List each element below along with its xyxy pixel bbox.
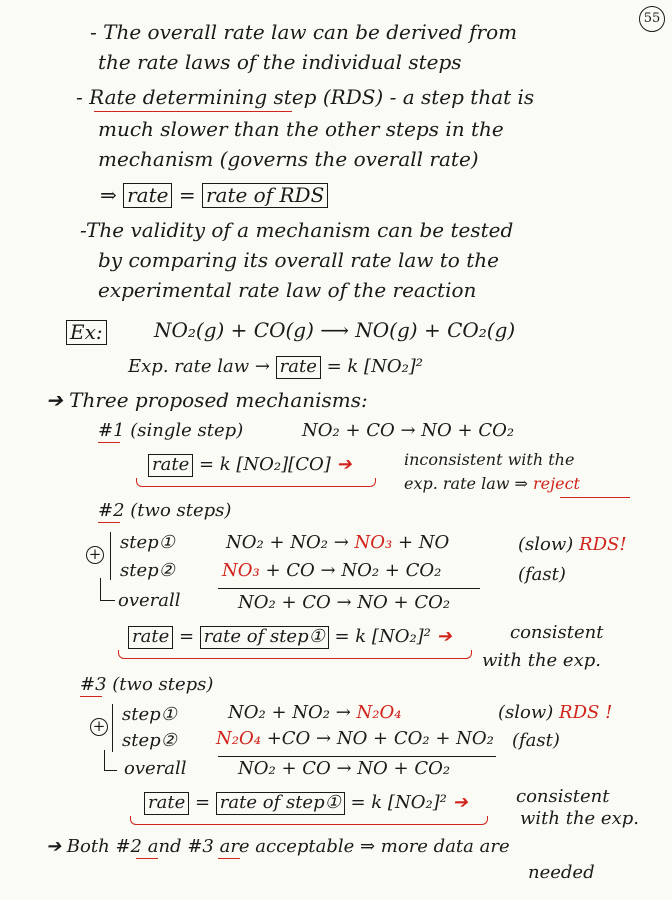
mechanism-2-plus-symbol: + xyxy=(86,546,104,564)
mechanism-2-overall-reaction: NO₂ + CO → NO + CO₂ xyxy=(238,592,451,613)
mechanism-1-verdict-line-1: inconsistent with the xyxy=(404,450,575,469)
conclusion-underline-3 xyxy=(218,858,240,859)
mechanism-2-step-1-label: step① xyxy=(120,532,175,553)
mechanism-3-bracket xyxy=(130,816,488,825)
mechanism-1-reaction: NO₂ + CO → NO + CO₂ xyxy=(302,420,515,441)
conclusion-mechanism-2: #2 xyxy=(115,836,142,857)
bullet-overall-rate-law-line-2: the rate laws of the individual steps xyxy=(98,50,462,74)
implies-symbol: ⇒ xyxy=(100,183,117,207)
bullet-validity-line-1: -The validity of a mechanism can be tested xyxy=(80,218,514,242)
mechanism-2-sum-line xyxy=(218,588,480,589)
mechanism-3-sum-line xyxy=(218,756,496,757)
mechanism-2-overall-elbow xyxy=(100,578,115,601)
mechanism-3-arrow: ➔ xyxy=(452,792,468,813)
mechanism-2-heading: #2 (two steps) xyxy=(98,500,232,521)
experimental-rate-law: Exp. rate law → rate = k [NO₂]² xyxy=(128,356,424,377)
mechanism-2-step-2-note: (fast) xyxy=(518,564,566,585)
mechanism-2-step-1-note: (slow) RDS! xyxy=(518,534,627,555)
example-label: Ex: xyxy=(66,320,107,345)
mechanism-3-step-bar xyxy=(112,704,113,752)
rate-box: rate xyxy=(123,183,172,208)
mechanism-3-heading: #3 (two steps) xyxy=(80,674,214,695)
bullet-overall-rate-law-line-1: - The overall rate law can be derived from xyxy=(90,20,518,44)
bullet-rds-line-2: much slower than the other steps in the xyxy=(98,117,504,141)
example-reaction: NO₂(g) + CO(g) ⟶ NO(g) + CO₂(g) xyxy=(154,318,516,342)
mechanism-1-verdict-line-2: exp. rate law ⇒ reject xyxy=(404,474,580,493)
page-number: 55 xyxy=(639,6,665,32)
conclusion-line-2: needed xyxy=(528,862,595,883)
bullet-validity-line-3: experimental rate law of the reaction xyxy=(98,278,477,302)
bullet-rds-line-1: - Rate determining step (RDS) - a step that is xyxy=(76,85,535,109)
mechanism-2-step-1-reaction: NO₂ + NO₂ → NO₃ + NO xyxy=(226,532,450,553)
equals-sign: = xyxy=(178,183,196,207)
mechanism-1-rate-box: rate xyxy=(148,454,193,477)
mechanism-3-rds-label: RDS ! xyxy=(559,702,613,723)
conclusion-mechanism-3: #3 xyxy=(187,836,214,857)
mechanism-3-step-2-label: step② xyxy=(122,730,177,751)
rate-of-rds-box: rate of RDS xyxy=(202,183,328,208)
mechanism-1-bracket xyxy=(136,478,376,487)
mechanism-3-number: #3 xyxy=(80,674,107,695)
mechanism-2-rate-law: rate = rate of step① = k [NO₂]² ➔ xyxy=(128,626,452,649)
mechanism-3-rate-box: rate xyxy=(144,792,189,815)
mechanism-2-step-2-reaction: NO₃ + CO → NO₂ + CO₂ xyxy=(222,560,442,581)
conclusion-line-1: ➔ Both #2 and #3 are acceptable ⇒ more data are xyxy=(46,836,510,857)
mechanism-2-verdict-line-1: consistent xyxy=(510,622,604,643)
conclusion-underline-2 xyxy=(136,858,158,859)
mechanism-1-number: #1 xyxy=(98,420,125,441)
mechanism-1-underline xyxy=(98,442,120,443)
mechanism-2-step-bar xyxy=(110,532,111,580)
mechanism-2-rds-label: RDS! xyxy=(579,534,627,555)
mechanism-2-arrow: ➔ xyxy=(436,626,452,647)
mechanism-3-plus-symbol: + xyxy=(90,718,108,736)
mechanism-1-heading: #1 (single step) xyxy=(98,420,244,441)
mechanism-3-rate-law: rate = rate of step① = k [NO₂]² ➔ xyxy=(144,792,468,815)
bullet-validity-line-2: by comparing its overall rate law to the xyxy=(98,248,499,272)
mechanism-3-verdict-line-1: consistent xyxy=(516,786,610,807)
mechanism-1-arrow: ➔ xyxy=(336,454,352,475)
mechanism-3-step-2-note: (fast) xyxy=(512,730,560,751)
mechanism-3-overall-reaction: NO₂ + CO → NO + CO₂ xyxy=(238,758,451,779)
reject-underline xyxy=(560,497,630,498)
mechanism-2-step-2-label: step② xyxy=(120,560,175,581)
mechanism-2-underline xyxy=(98,522,120,523)
mechanism-3-step-1-reaction: NO₂ + NO₂ → N₂O₄ xyxy=(228,702,402,723)
mechanism-2-overall-label: overall xyxy=(118,590,181,611)
bullet-rds-line-3: mechanism (governs the overall rate) xyxy=(98,147,479,171)
mechanism-3-overall-elbow xyxy=(104,750,117,771)
mechanism-2-rate-box: rate xyxy=(128,626,173,649)
mechanism-2-bracket xyxy=(118,650,472,659)
mechanism-2-verdict-line-2: with the exp. xyxy=(482,650,601,671)
mechanism-3-step-1-label: step① xyxy=(122,704,177,725)
mechanism-3-overall-label: overall xyxy=(124,758,187,779)
mechanism-3-rate-of-step-box: rate of step① xyxy=(216,792,345,815)
mechanism-2-intermediate: NO₃ xyxy=(354,532,393,553)
mechanism-3-verdict-line-2: with the exp. xyxy=(520,808,639,829)
rds-underline xyxy=(94,111,292,112)
mechanism-3-underline xyxy=(80,696,102,697)
reject-label: reject xyxy=(533,474,580,493)
three-mechanisms-heading: ➔ Three proposed mechanisms: xyxy=(46,388,368,412)
mechanism-3-intermediate: N₂O₄ xyxy=(356,702,402,723)
mechanism-3-step-2-reaction: N₂O₄ +CO → NO + CO₂ + NO₂ xyxy=(216,728,494,749)
mechanism-1-rate-law: rate = k [NO₂][CO] ➔ xyxy=(148,454,352,477)
rate-equals-rds-line xyxy=(100,183,328,208)
exp-rate-box: rate xyxy=(276,356,321,379)
mechanism-3-step-1-note: (slow) RDS ! xyxy=(498,702,613,723)
mechanism-2-rate-of-step-box: rate of step① xyxy=(200,626,329,649)
mechanism-2-number: #2 xyxy=(98,500,125,521)
